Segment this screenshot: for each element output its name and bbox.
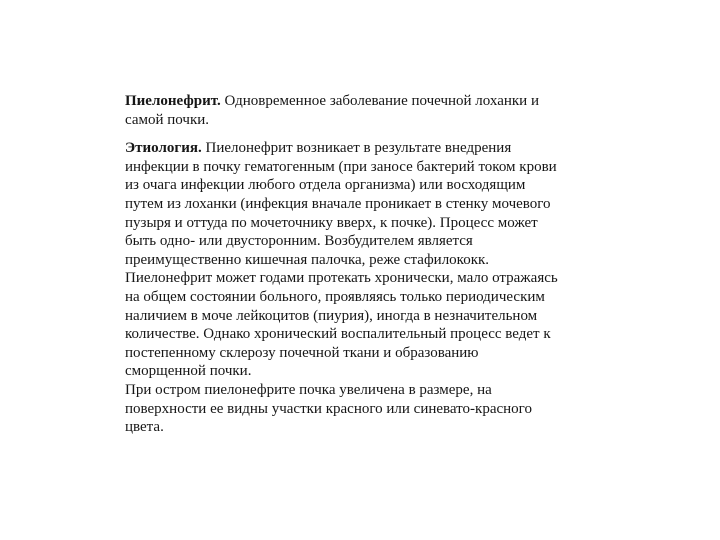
etiology-line-5: пузыря и оттуда по мочеточнику вверх, к почке). Процесс может: [125, 214, 538, 231]
etiology-line-14: При остром пиелонефрите почка увеличена в размере, на: [125, 381, 492, 398]
etiology-line-1: [125, 139, 595, 158]
definition-line-2: самой почки.: [125, 111, 210, 128]
etiology-line-7: преимущественно кишечная палочка, реже стафилококк.: [125, 251, 490, 268]
etiology-line-11: количестве. Однако хронический воспалительный процесс ведет к: [125, 326, 551, 343]
etiology-line-13: сморщенной почки.: [125, 363, 252, 380]
slide-text: [125, 92, 595, 437]
etiology-line-8: Пиелонефрит может годами протекать хронически, мало отражаясь: [125, 270, 558, 287]
etiology-line-15: поверхности ее видны участки красного или синевато-красного: [125, 400, 532, 417]
etiology-line-6: быть одно- или двусторонним. Возбудителем является: [125, 233, 473, 250]
etiology-line-9: на общем состоянии больного, проявляясь только периодическим: [125, 288, 545, 305]
etiology-line-3: из очага инфекции любого отдела организма) или восходящим: [125, 177, 526, 194]
etiology-line-4: путем из лоханки (инфекция вначале проникает в стенку мочевого: [125, 195, 551, 212]
etiology-line-10: наличием в моче лейкоцитов (пиурия), иногда в незначительном: [125, 307, 538, 324]
definition-text: Одновременное заболевание почечной лоханки и: [220, 93, 539, 109]
etiology-line-2: инфекции в почку гематогенным (при заносе бактерий током крови: [125, 158, 557, 175]
definition-line-1: [125, 92, 595, 111]
paragraph-spacer: [125, 129, 595, 139]
definition-term: Пиелонефрит.: [125, 93, 221, 109]
etiology-text: Пиелонефрит возникает в результате внедрения: [201, 140, 512, 157]
etiology-line-12: постепенному склерозу почечной ткани и образованию: [125, 344, 479, 361]
etiology-line-16: цвета.: [125, 419, 164, 436]
etiology-term: Этиология.: [125, 140, 202, 157]
